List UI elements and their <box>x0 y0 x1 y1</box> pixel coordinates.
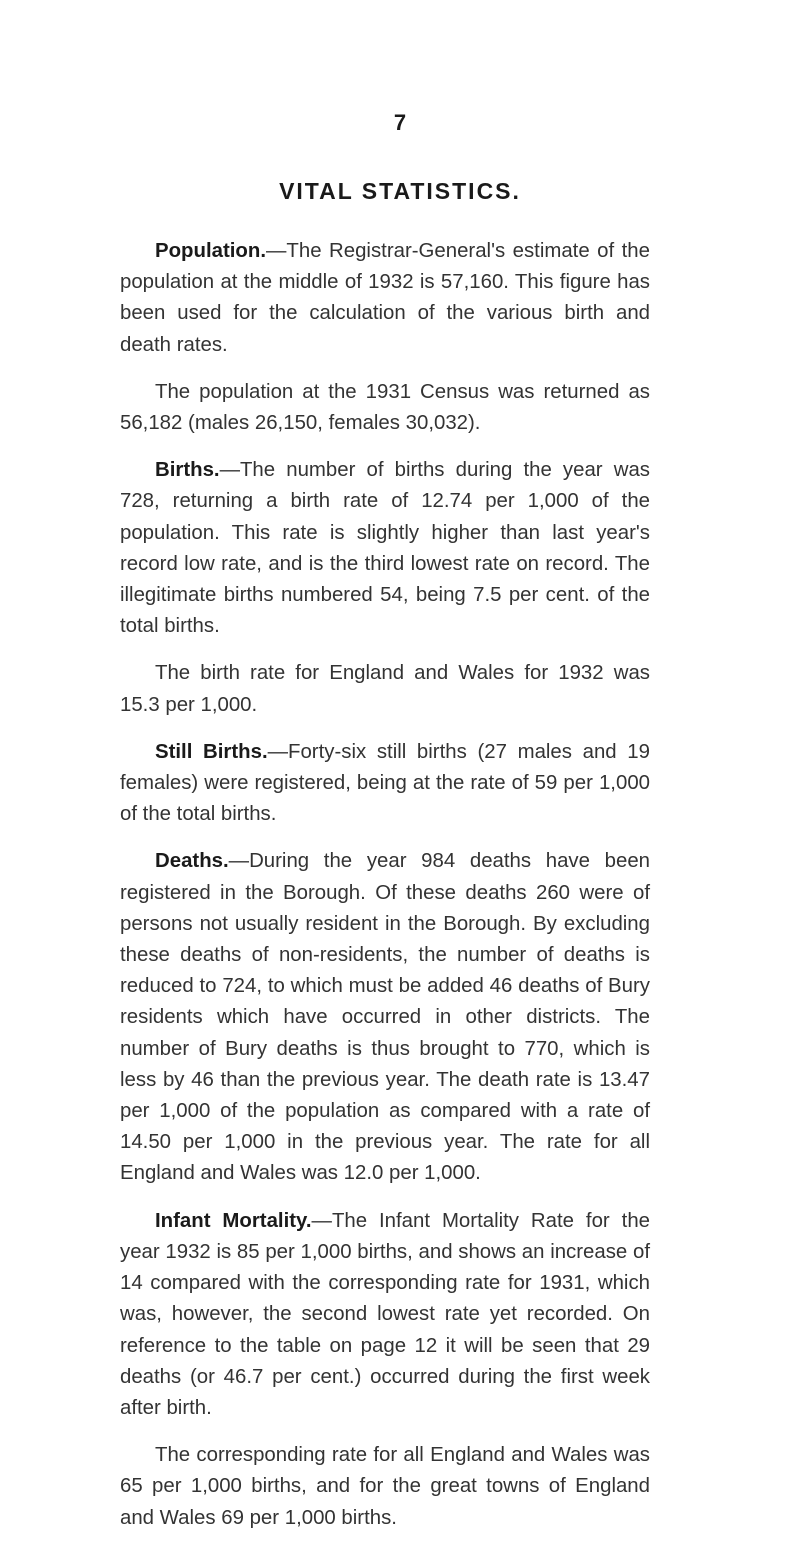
heading-still-births: Still Births. <box>155 740 268 763</box>
heading-infant-mortality: Infant Mortality. <box>155 1209 312 1232</box>
text-births: —The number of births during the year was 728, returning a birth rate of 12.74 per 1,000 of the population. This rate is slightly higher than last year's record low rate, and is the third lowest rate on record. The illegitimate births numbered 54, being 7.5 per cent. of the total births. <box>120 459 650 638</box>
heading-deaths: Deaths. <box>155 850 229 873</box>
paragraph-census <box>120 377 650 439</box>
text-infant-rate-england: The corresponding rate for all England and Wales was 65 per 1,000 births, and for the great towns of England and Wales 69 per 1,000 births. <box>120 1444 650 1529</box>
text-deaths: —During the year 984 deaths have been registered in the Borough. Of these deaths 260 were of persons not usually resident in the Borough. By excluding these deaths of non-residents, the number of deaths is reduced to 724, to which must be added 46 deaths of Bury residents which have occurred in other districts. The number of Bury deaths is thus brought to 770, which is less by 46 than the previous year. The death rate is 13.47 per 1,000 of the population as compared with a rate of 14.50 per 1,000 in the previous year. The rate for all England and Wales was 12.0 per 1,000. <box>120 850 650 1185</box>
text-still-births: —Forty-six still births (27 males and 19 females) were registered, being at the rate of 59 per 1,000 of the total births. <box>120 740 650 826</box>
paragraph-infant-rate-england <box>120 1440 650 1534</box>
text-population: —The Registrar-General's estimate of the population at the middle of 1932 is 57,160. This figure has been used for the calculation of the various birth and death rates. <box>120 240 650 356</box>
paragraph-still-births <box>120 737 650 831</box>
text-infant-mortality: —The Infant Mortality Rate for the year 1932 is 85 per 1,000 births, and shows an increase of 14 compared with the corresponding rate for 1931, which was, however, the second lowest rate yet recorded. On reference to the table on page 12 it will be seen that 29 deaths (or 46.7 per cent.) occurred during the first week after birth. <box>120 1209 650 1419</box>
paragraph-population <box>120 236 650 361</box>
text-census: The population at the 1931 Census was returned as 56,182 (males 26,150, females 30,032). <box>120 380 650 435</box>
heading-births: Births. <box>155 459 220 482</box>
document-body <box>120 236 650 1550</box>
paragraph-deaths <box>120 846 650 1189</box>
paragraph-birth-rate-england <box>120 658 650 720</box>
paragraph-infant-mortality <box>120 1206 650 1424</box>
paragraph-births <box>120 455 650 642</box>
text-birth-rate-england: The birth rate for England and Wales for 1932 was 15.3 per 1,000. <box>120 662 650 716</box>
page-number: 7 <box>393 110 407 135</box>
heading-population: Population. <box>155 240 267 262</box>
page-title: VITAL STATISTICS. <box>279 178 521 204</box>
